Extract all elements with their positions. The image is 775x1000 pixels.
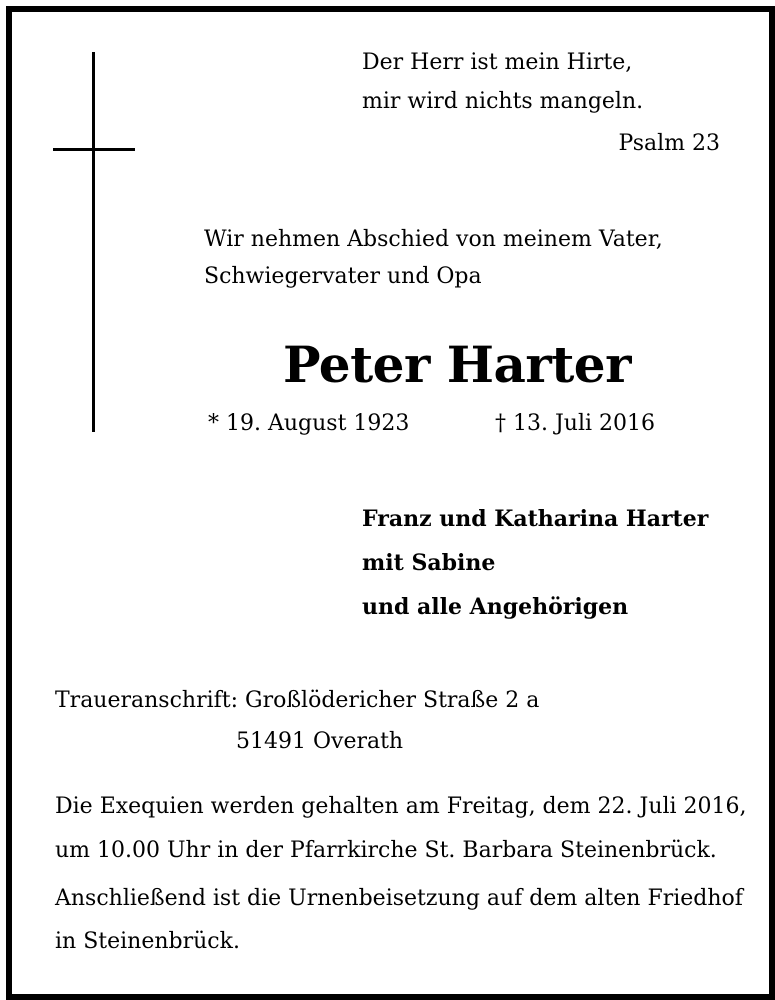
service-line-4: in Steinenbrück.: [55, 929, 240, 954]
intro-line-2: Schwiegervater und Opa: [204, 264, 482, 289]
deceased-name: Peter Harter: [283, 335, 631, 394]
intro-line-1: Wir nehmen Abschied von meinem Vater,: [204, 227, 663, 252]
verse-line-2: mir wird nichts mangeln.: [362, 89, 644, 114]
service-line-3: Anschließend ist die Urnenbeisetzung auf dem alten Friedhof: [55, 886, 743, 911]
death-date: † 13. Juli 2016: [495, 411, 656, 436]
mourner-line-3: und alle Angehörigen: [362, 594, 629, 620]
verse-line-1: Der Herr ist mein Hirte,: [362, 50, 633, 75]
verse-source: Psalm 23: [618, 131, 720, 156]
service-line-2: um 10.00 Uhr in der Pfarrkirche St. Barbara Steinenbrück.: [55, 838, 717, 863]
service-line-1: Die Exequien werden gehalten am Freitag, dem 22. Juli 2016,: [55, 794, 747, 819]
mourner-line-2: mit Sabine: [362, 550, 496, 576]
mourner-line-1: Franz und Katharina Harter: [362, 506, 709, 532]
address-city: 51491 Overath: [236, 729, 404, 754]
cross-icon-bar: [53, 148, 135, 151]
birth-date: * 19. August 1923: [208, 411, 410, 436]
cross-icon: [92, 52, 95, 432]
address-label: Traueranschrift: Großlödericher Straße 2 a: [55, 688, 540, 713]
